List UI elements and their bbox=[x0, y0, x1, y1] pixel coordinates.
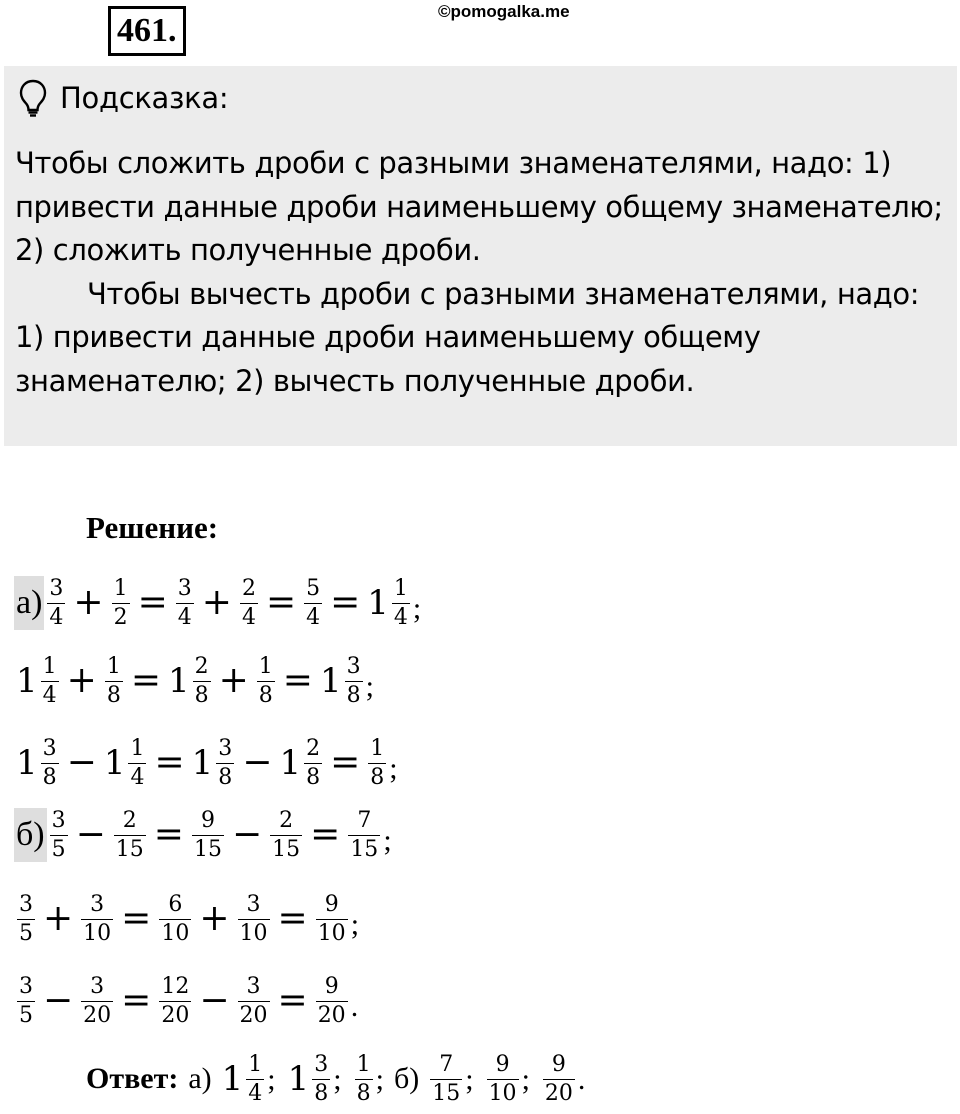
numerator: 9 bbox=[324, 891, 339, 917]
denominator: 8 bbox=[356, 1080, 371, 1106]
solution-title: Решение: bbox=[86, 510, 219, 545]
operator: − bbox=[66, 742, 97, 783]
fraction bbox=[312, 1051, 330, 1106]
punctuation: ; bbox=[465, 1062, 474, 1096]
numerator: 1 bbox=[42, 653, 57, 679]
fraction bbox=[41, 653, 59, 708]
operator: = bbox=[277, 980, 308, 1021]
hint-header bbox=[18, 78, 228, 118]
fraction bbox=[316, 891, 348, 946]
punctuation: ; bbox=[267, 1062, 276, 1096]
denominator: 4 bbox=[42, 682, 57, 708]
fraction bbox=[543, 1051, 575, 1106]
fraction bbox=[304, 735, 322, 790]
numerator: 3 bbox=[246, 973, 261, 999]
numerator: 1 bbox=[356, 1051, 371, 1077]
fraction bbox=[17, 891, 35, 946]
denominator: 8 bbox=[258, 682, 273, 708]
numerator: 1 bbox=[130, 735, 145, 761]
punctuation: ; bbox=[350, 908, 360, 941]
denominator: 8 bbox=[194, 682, 209, 708]
numerator: 7 bbox=[357, 807, 372, 833]
numerator: 7 bbox=[439, 1051, 454, 1077]
operator: = bbox=[130, 660, 161, 701]
fraction bbox=[112, 575, 130, 630]
part-label: б) bbox=[14, 808, 47, 862]
hint-paragraph-add: Чтобы сложить дроби с разными знаменателями, надо: 1) привести данные дроби наименьшему общему знаменателю; 2) сложить полученные дроби. bbox=[15, 146, 943, 267]
equation-line bbox=[14, 884, 359, 954]
fraction bbox=[192, 807, 224, 862]
fraction bbox=[348, 807, 380, 862]
mixed-number bbox=[14, 653, 62, 708]
numerator: 3 bbox=[177, 575, 192, 601]
fraction bbox=[246, 1051, 264, 1106]
numerator: 1 bbox=[393, 575, 408, 601]
operator: − bbox=[43, 980, 74, 1021]
numerator: 3 bbox=[90, 973, 105, 999]
mixed-number bbox=[220, 1051, 268, 1106]
denominator: 4 bbox=[177, 604, 192, 630]
whole-part: 1 bbox=[167, 661, 190, 701]
punctuation: ; bbox=[389, 752, 398, 785]
equation-line bbox=[14, 568, 421, 638]
denominator: 10 bbox=[317, 920, 346, 946]
operator: − bbox=[242, 742, 273, 783]
numerator: 1 bbox=[258, 653, 273, 679]
fraction bbox=[128, 735, 146, 790]
fraction bbox=[176, 575, 194, 630]
fraction bbox=[238, 973, 270, 1028]
denominator: 8 bbox=[42, 764, 57, 790]
operator: + bbox=[66, 660, 97, 701]
operator: − bbox=[231, 814, 263, 855]
punctuation: . bbox=[577, 1062, 586, 1096]
numerator: 2 bbox=[306, 735, 321, 761]
denominator: 4 bbox=[130, 764, 145, 790]
fraction bbox=[81, 891, 113, 946]
numerator: 9 bbox=[200, 807, 215, 833]
operator: + bbox=[73, 582, 104, 623]
answer-title: Ответ: bbox=[86, 1062, 179, 1095]
operator: = bbox=[137, 582, 168, 623]
fraction bbox=[50, 807, 68, 862]
punctuation: ; bbox=[521, 1062, 530, 1096]
numerator: 3 bbox=[90, 891, 105, 917]
punctuation: ; bbox=[383, 824, 392, 857]
denominator: 4 bbox=[49, 604, 64, 630]
fraction bbox=[41, 735, 59, 790]
operator: + bbox=[201, 582, 232, 623]
equation-line bbox=[14, 728, 398, 798]
denominator: 5 bbox=[19, 920, 33, 946]
denominator: 8 bbox=[314, 1080, 329, 1106]
denominator: 8 bbox=[218, 764, 233, 790]
operator: = bbox=[265, 582, 297, 623]
whole-part: 1 bbox=[287, 1059, 310, 1099]
numerator: 6 bbox=[168, 891, 183, 917]
fraction bbox=[81, 973, 113, 1028]
denominator: 8 bbox=[370, 764, 385, 790]
denominator: 8 bbox=[106, 682, 121, 708]
operator: = bbox=[330, 582, 361, 623]
denominator: 4 bbox=[241, 604, 256, 630]
whole-part: 1 bbox=[191, 743, 214, 783]
mixed-number bbox=[166, 653, 214, 708]
fraction bbox=[17, 973, 35, 1028]
answer-terms bbox=[188, 1051, 595, 1106]
numerator: 3 bbox=[19, 891, 33, 917]
denominator: 10 bbox=[239, 920, 268, 946]
hint-paragraph-subtract: Чтобы вычесть дроби с разными знаменателями, надо: 1) привести данные дроби наименьшему общему знаменателю; 2) вычесть полученные дроби. bbox=[15, 276, 920, 398]
part-label: а) bbox=[188, 1062, 212, 1095]
operator: − bbox=[75, 814, 106, 855]
numerator: 2 bbox=[241, 575, 256, 601]
numerator: 3 bbox=[218, 735, 233, 761]
hint-title: Подсказка: bbox=[60, 81, 229, 115]
numerator: 3 bbox=[314, 1051, 329, 1077]
operator: + bbox=[199, 898, 230, 939]
hint-body bbox=[15, 142, 945, 403]
fraction bbox=[114, 807, 146, 862]
fraction bbox=[240, 575, 258, 630]
denominator: 10 bbox=[488, 1080, 517, 1106]
denominator: 10 bbox=[161, 920, 190, 946]
equation-line bbox=[14, 800, 392, 870]
punctuation: ; bbox=[365, 670, 374, 703]
numerator: 1 bbox=[113, 575, 128, 601]
watermark: ©pomogalka.me bbox=[438, 2, 570, 21]
numerator: 3 bbox=[346, 653, 361, 679]
denominator: 10 bbox=[83, 920, 112, 946]
operator: = bbox=[282, 660, 313, 701]
numerator: 3 bbox=[49, 575, 64, 601]
denominator: 5 bbox=[19, 1002, 33, 1028]
denominator: 15 bbox=[115, 836, 144, 862]
punctuation: ; bbox=[333, 1062, 342, 1096]
whole-part: 1 bbox=[103, 743, 126, 783]
numerator: 12 bbox=[161, 973, 190, 999]
operator: = bbox=[330, 742, 361, 783]
mixed-number bbox=[286, 1051, 334, 1106]
fraction bbox=[159, 891, 191, 946]
punctuation: ; bbox=[375, 1062, 384, 1096]
denominator: 20 bbox=[239, 1002, 268, 1028]
numerator: 1 bbox=[106, 653, 121, 679]
numerator: 2 bbox=[122, 807, 137, 833]
numerator: 2 bbox=[194, 653, 209, 679]
denominator: 4 bbox=[248, 1080, 263, 1106]
fraction bbox=[216, 735, 234, 790]
whole-part: 1 bbox=[221, 1059, 244, 1099]
denominator: 20 bbox=[317, 1002, 346, 1028]
fraction bbox=[193, 653, 211, 708]
punctuation: ; bbox=[412, 592, 422, 625]
operator: − bbox=[199, 980, 230, 1021]
denominator: 4 bbox=[306, 604, 321, 630]
denominator: 15 bbox=[432, 1080, 461, 1106]
fraction bbox=[257, 653, 275, 708]
whole-part: 1 bbox=[279, 743, 302, 783]
operator: + bbox=[43, 898, 74, 939]
numerator: 1 bbox=[248, 1051, 263, 1077]
numerator: 9 bbox=[495, 1051, 510, 1077]
fraction bbox=[430, 1051, 462, 1106]
operator: + bbox=[218, 660, 249, 701]
numerator: 3 bbox=[246, 891, 261, 917]
mixed-number bbox=[14, 735, 62, 790]
whole-part: 1 bbox=[319, 661, 342, 701]
mixed-number bbox=[102, 735, 150, 790]
denominator: 20 bbox=[83, 1002, 112, 1028]
fraction bbox=[487, 1051, 519, 1106]
operator: = bbox=[121, 980, 152, 1021]
whole-part: 1 bbox=[367, 583, 389, 623]
denominator: 20 bbox=[161, 1002, 190, 1028]
numerator: 3 bbox=[51, 807, 66, 833]
denominator: 15 bbox=[193, 836, 222, 862]
mixed-number bbox=[277, 735, 325, 790]
numerator: 3 bbox=[42, 735, 57, 761]
fraction bbox=[47, 575, 65, 630]
denominator: 8 bbox=[346, 682, 361, 708]
mixed-number bbox=[190, 735, 238, 790]
fraction bbox=[105, 653, 123, 708]
fraction bbox=[316, 973, 348, 1028]
punctuation: . bbox=[350, 990, 359, 1023]
fraction bbox=[270, 807, 302, 862]
operator: = bbox=[310, 814, 341, 855]
hint-box bbox=[4, 66, 957, 446]
operator: = bbox=[153, 814, 184, 855]
denominator: 20 bbox=[544, 1080, 573, 1106]
denominator: 15 bbox=[272, 836, 301, 862]
denominator: 15 bbox=[350, 836, 379, 862]
operator: = bbox=[121, 898, 152, 939]
fraction bbox=[355, 1051, 373, 1106]
numerator: 5 bbox=[306, 575, 321, 601]
mixed-number bbox=[365, 575, 413, 630]
numerator: 9 bbox=[551, 1051, 566, 1077]
mixed-number bbox=[318, 653, 366, 708]
whole-part: 1 bbox=[16, 743, 38, 783]
fraction bbox=[368, 735, 386, 790]
numerator: 2 bbox=[279, 807, 294, 833]
fraction bbox=[238, 891, 270, 946]
lightbulb-icon bbox=[18, 78, 48, 118]
operator: = bbox=[154, 742, 185, 783]
fraction bbox=[304, 575, 322, 630]
problem-number: 461. bbox=[108, 6, 186, 56]
equation-line bbox=[14, 646, 374, 716]
numerator: 3 bbox=[19, 973, 33, 999]
equation-line bbox=[14, 966, 358, 1036]
fraction bbox=[392, 575, 410, 630]
denominator: 4 bbox=[393, 604, 408, 630]
part-label: б) bbox=[393, 1062, 420, 1095]
answer-line bbox=[86, 1045, 595, 1113]
operator: = bbox=[277, 898, 308, 939]
denominator: 8 bbox=[306, 764, 321, 790]
denominator: 2 bbox=[113, 604, 128, 630]
numerator: 9 bbox=[324, 973, 339, 999]
fraction bbox=[159, 973, 191, 1028]
part-label: а) bbox=[14, 576, 44, 630]
fraction bbox=[345, 653, 363, 708]
whole-part: 1 bbox=[16, 661, 38, 701]
numerator: 1 bbox=[370, 735, 385, 761]
denominator: 5 bbox=[51, 836, 66, 862]
